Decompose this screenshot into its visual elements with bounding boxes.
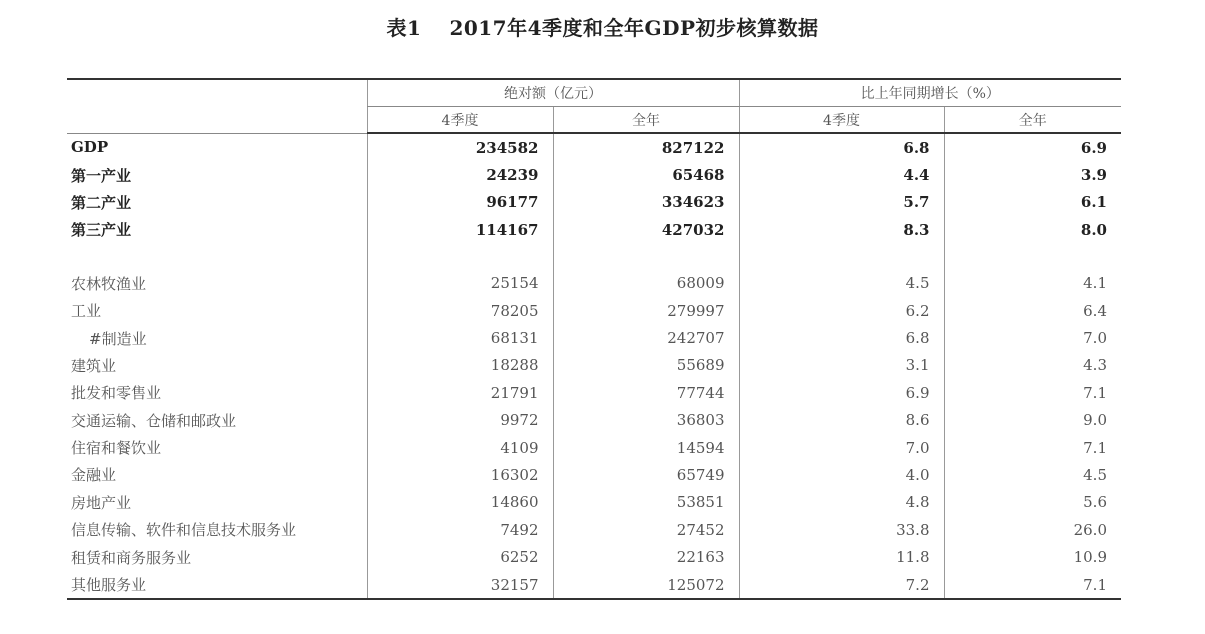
abs-year-cell: 65749 [553,461,739,488]
header-growth: 比上年同期增长（%） [739,79,1121,107]
abs-year-cell: 427032 [553,216,739,243]
abs-year-cell: 77744 [553,379,739,406]
abs-q4-cell: 68131 [367,324,553,351]
abs-q4-cell: 7492 [367,516,553,543]
abs-year-cell: 36803 [553,407,739,434]
abs-q4-cell: 234582 [367,133,553,161]
table-row [67,434,1121,461]
growth-year-cell: 7.1 [944,379,1121,406]
row-name: 其他服务业 [67,571,367,599]
row-name: 租赁和商务服务业 [71,548,192,567]
abs-year-cell: 279997 [553,297,739,324]
row-name: 金融业 [71,466,117,485]
abs-q4-cell: 14860 [367,489,553,516]
growth-year-cell: 7.0 [944,324,1121,351]
row-name: 交通运输、仓储和邮政业 [71,411,237,430]
row-name: GDP [71,138,109,157]
abs-q4-cell: 96177 [367,189,553,216]
abs-q4-cell: 16302 [367,461,553,488]
table-row [67,352,1121,379]
abs-q4-cell: 6252 [367,543,553,570]
table-row [67,407,1121,434]
growth-q4-cell: 6.8 [739,324,944,351]
abs-q4-cell: 21791 [367,379,553,406]
table-row [67,216,1121,243]
growth-year-cell: 7.1 [944,571,1121,599]
header-abs-year: 全年 [553,107,739,134]
row-name: 建筑业 [71,356,117,375]
abs-year-cell: 65468 [553,161,739,188]
abs-year-cell: 22163 [553,543,739,570]
growth-q4-cell: 6.8 [739,133,944,161]
table-row [67,324,1121,351]
table-row [67,133,1121,161]
growth-q4-cell: 7.0 [739,434,944,461]
table-row [67,297,1121,324]
growth-year-cell: 4.3 [944,352,1121,379]
abs-year-cell: 125072 [553,571,739,599]
growth-q4-cell: 33.8 [739,516,944,543]
table-row [67,161,1121,188]
growth-q4-cell: 6.9 [739,379,944,406]
table-row [67,516,1121,543]
row-name: 住宿和餐饮业 [71,439,162,458]
row-name: 第一产业 [71,166,132,185]
spacer-row [67,244,1121,270]
growth-q4-cell: 4.8 [739,489,944,516]
growth-q4-cell: 5.7 [739,189,944,216]
growth-year-cell: 10.9 [944,543,1121,570]
growth-q4-cell: 8.3 [739,216,944,243]
header-growth-year: 全年 [944,107,1121,134]
growth-year-cell: 6.9 [944,133,1121,161]
row-name: 批发和零售业 [71,384,162,403]
table-row [67,543,1121,570]
growth-q4-cell: 6.2 [739,297,944,324]
growth-q4-cell: 3.1 [739,352,944,379]
table-row [67,189,1121,216]
table-caption: 2017年4季度和全年GDP初步核算数据 [449,16,819,40]
table-row [67,489,1121,516]
table-row [67,571,1121,599]
growth-year-cell: 6.1 [944,189,1121,216]
abs-year-cell: 242707 [553,324,739,351]
header-corner [67,79,367,133]
header-abs-q4: 4季度 [367,107,553,134]
table-number: 表1 [386,16,422,40]
abs-year-cell: 27452 [553,516,739,543]
growth-q4-cell: 8.6 [739,407,944,434]
growth-q4-cell: 4.4 [739,161,944,188]
growth-year-cell: 3.9 [944,161,1121,188]
row-name: #制造业 [89,329,147,348]
growth-year-cell: 6.4 [944,297,1121,324]
growth-year-cell: 4.1 [944,270,1121,297]
abs-q4-cell: 32157 [367,571,553,599]
growth-q4-cell: 4.5 [739,270,944,297]
abs-q4-cell: 25154 [367,270,553,297]
gdp-table [67,78,1121,600]
growth-year-cell: 7.1 [944,434,1121,461]
table-row [67,270,1121,297]
row-name: 农林牧渔业 [71,274,147,293]
abs-q4-cell: 4109 [367,434,553,461]
growth-q4-cell: 7.2 [739,571,944,599]
abs-year-cell: 827122 [553,133,739,161]
row-name: 工业 [71,302,102,321]
table-row [67,379,1121,406]
growth-year-cell: 9.0 [944,407,1121,434]
table-title [0,12,1205,41]
abs-year-cell: 334623 [553,189,739,216]
abs-year-cell: 53851 [553,489,739,516]
table-row [67,461,1121,488]
abs-q4-cell: 24239 [367,161,553,188]
abs-q4-cell: 18288 [367,352,553,379]
row-name: 第二产业 [71,193,132,212]
row-name: 信息传输、软件和信息技术服务业 [71,521,297,540]
header-absolute: 绝对额（亿元） [367,79,739,107]
growth-year-cell: 4.5 [944,461,1121,488]
row-name: 房地产业 [71,493,132,512]
abs-year-cell: 14594 [553,434,739,461]
abs-year-cell: 55689 [553,352,739,379]
header-row-group [67,79,1121,107]
growth-year-cell: 5.6 [944,489,1121,516]
growth-q4-cell: 11.8 [739,543,944,570]
abs-year-cell: 68009 [553,270,739,297]
header-growth-q4: 4季度 [739,107,944,134]
abs-q4-cell: 78205 [367,297,553,324]
growth-year-cell: 8.0 [944,216,1121,243]
abs-q4-cell: 9972 [367,407,553,434]
abs-q4-cell: 114167 [367,216,553,243]
growth-q4-cell: 4.0 [739,461,944,488]
growth-year-cell: 26.0 [944,516,1121,543]
row-name: 第三产业 [71,221,132,240]
